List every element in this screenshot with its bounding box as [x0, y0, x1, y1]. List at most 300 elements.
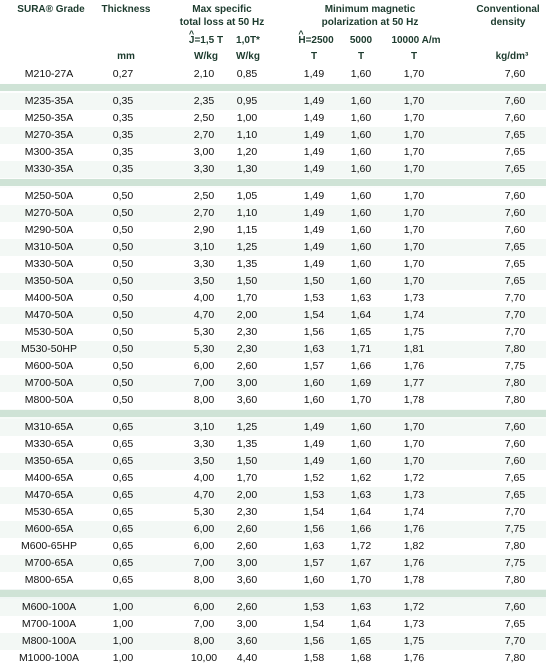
cell-polar-5000: 1,65	[350, 635, 372, 647]
cell-polar-5000: 1,60	[350, 438, 372, 450]
cell-polar-10000: 1,70	[403, 146, 425, 158]
cell-polar-2500: 1,63	[303, 540, 325, 552]
cell-loss-15t: 3,50	[193, 455, 215, 467]
cell-loss-10t: 1,10	[236, 129, 258, 141]
cell-density: 7,75	[504, 523, 526, 535]
cell-grade: M350-65A	[24, 455, 74, 467]
cell-polar-2500: 1,60	[303, 377, 325, 389]
cell-polar-5000: 1,64	[350, 506, 372, 518]
cell-loss-15t: 7,00	[193, 557, 215, 569]
cell-density: 7,80	[504, 574, 526, 586]
cell-polar-10000: 1,78	[403, 394, 425, 406]
cell-polar-2500: 1,49	[303, 112, 325, 124]
cell-polar-2500: 1,49	[303, 207, 325, 219]
cell-thickness: 0,65	[112, 455, 134, 467]
cell-grade: M600-100A	[21, 601, 77, 613]
cell-loss-10t: 1,35	[236, 438, 258, 450]
cell-loss-10t: 3,60	[236, 394, 258, 406]
cell-polar-5000: 1,62	[350, 472, 372, 484]
cell-polar-10000: 1,76	[403, 360, 425, 372]
cell-density: 7,65	[504, 275, 526, 287]
table-row	[0, 375, 546, 392]
table-row	[0, 633, 546, 650]
cell-polar-2500: 1,49	[303, 190, 325, 202]
cell-loss-10t: 0,95	[236, 95, 258, 107]
cell-polar-10000: 1,70	[403, 438, 425, 450]
cell-thickness: 0,65	[112, 523, 134, 535]
cell-polar-10000: 1,81	[403, 343, 425, 355]
table-row	[0, 144, 546, 161]
cell-loss-15t: 6,00	[193, 360, 215, 372]
cell-thickness: 1,00	[112, 601, 134, 613]
cell-loss-10t: 1,15	[236, 224, 258, 236]
table-row	[0, 110, 546, 127]
cell-grade: M330-35A	[24, 163, 74, 175]
cell-grade: M800-100A	[21, 635, 77, 647]
cell-polar-10000: 1,70	[403, 163, 425, 175]
table-row	[0, 419, 546, 436]
cell-loss-15t: 4,00	[193, 292, 215, 304]
cell-polar-5000: 1,60	[350, 68, 372, 80]
cell-density: 7,80	[504, 394, 526, 406]
cell-polar-2500: 1,52	[303, 472, 325, 484]
cell-thickness: 0,50	[112, 343, 134, 355]
cell-density: 7,80	[504, 540, 526, 552]
cell-polar-5000: 1,60	[350, 129, 372, 141]
cell-density: 7,80	[504, 377, 526, 389]
cell-density: 7,60	[504, 68, 526, 80]
cell-polar-2500: 1,54	[303, 309, 325, 321]
cell-density: 7,65	[504, 163, 526, 175]
cell-grade: M400-50A	[24, 292, 74, 304]
cell-density: 7,70	[504, 326, 526, 338]
cell-loss-15t: 3,00	[193, 146, 215, 158]
cell-loss-10t: 4,40	[236, 652, 258, 664]
table-header	[0, 0, 546, 66]
cell-polar-2500: 1,49	[303, 163, 325, 175]
cell-grade: M530-50A	[24, 326, 74, 338]
unit-loss1: W/kg	[194, 51, 218, 62]
cell-density: 7,70	[504, 309, 526, 321]
cell-grade: M300-35A	[24, 146, 74, 158]
cell-polar-2500: 1,49	[303, 224, 325, 236]
cell-density: 7,60	[504, 438, 526, 450]
cell-loss-15t: 6,00	[193, 601, 215, 613]
cell-thickness: 0,65	[112, 472, 134, 484]
cell-loss-15t: 5,30	[193, 343, 215, 355]
cell-loss-10t: 1,50	[236, 455, 258, 467]
cell-loss-15t: 5,30	[193, 326, 215, 338]
cell-loss-15t: 4,70	[193, 489, 215, 501]
cell-polar-5000: 1,72	[350, 540, 372, 552]
cell-grade: M235-35A	[24, 95, 74, 107]
cell-thickness: 1,00	[112, 652, 134, 664]
cell-polar-5000: 1,64	[350, 618, 372, 630]
cell-grade: M700-100A	[21, 618, 77, 630]
cell-loss-10t: 2,30	[236, 343, 258, 355]
cell-polar-10000: 1,76	[403, 523, 425, 535]
cell-density: 7,70	[504, 635, 526, 647]
unit-polar3: T	[410, 51, 418, 62]
cell-loss-10t: 2,00	[236, 309, 258, 321]
cell-polar-5000: 1,60	[350, 455, 372, 467]
table-row	[0, 290, 546, 307]
cell-polar-10000: 1,72	[403, 472, 425, 484]
cell-loss-10t: 1,70	[236, 292, 258, 304]
cell-polar-2500: 1,54	[303, 506, 325, 518]
cell-loss-10t: 1,25	[236, 241, 258, 253]
cell-density: 7,60	[504, 112, 526, 124]
cell-loss-15t: 8,00	[193, 394, 215, 406]
cell-polar-5000: 1,69	[350, 377, 372, 389]
table-row	[0, 616, 546, 633]
cell-polar-10000: 1,70	[403, 129, 425, 141]
table-row	[0, 222, 546, 239]
cell-polar-5000: 1,60	[350, 163, 372, 175]
cell-loss-15t: 3,50	[193, 275, 215, 287]
cell-loss-10t: 2,60	[236, 540, 258, 552]
header-polar-10000: 10000 A/m	[391, 35, 441, 46]
cell-grade: M250-50A	[24, 190, 74, 202]
header-loss-j-symbol: ^ J	[189, 35, 195, 46]
cell-density: 7,75	[504, 360, 526, 372]
cell-thickness: 0,35	[112, 146, 134, 158]
cell-polar-10000: 1,73	[403, 292, 425, 304]
cell-density: 7,65	[504, 258, 526, 270]
group-separator	[0, 179, 546, 186]
cell-polar-2500: 1,49	[303, 129, 325, 141]
table-row	[0, 487, 546, 504]
cell-density: 7,65	[504, 618, 526, 630]
cell-polar-10000: 1,70	[403, 421, 425, 433]
cell-polar-2500: 1,54	[303, 618, 325, 630]
group-separator	[0, 84, 546, 91]
cell-density: 7,70	[504, 292, 526, 304]
unit-thickness: mm	[117, 51, 135, 62]
cell-loss-10t: 1,10	[236, 207, 258, 219]
cell-thickness: 0,65	[112, 540, 134, 552]
table-row	[0, 392, 546, 409]
cell-loss-10t: 1,00	[236, 112, 258, 124]
unit-polar1: T	[310, 51, 318, 62]
cell-polar-5000: 1,60	[350, 224, 372, 236]
cell-polar-10000: 1,70	[403, 68, 425, 80]
cell-grade: M800-65A	[24, 574, 74, 586]
cell-loss-15t: 5,30	[193, 506, 215, 518]
header-polar-line2: polarization at 50 Hz	[321, 17, 419, 28]
cell-loss-10t: 1,35	[236, 258, 258, 270]
cell-density: 7,60	[504, 95, 526, 107]
cell-polar-2500: 1,50	[303, 275, 325, 287]
cell-thickness: 0,50	[112, 292, 134, 304]
cell-thickness: 0,65	[112, 438, 134, 450]
table-row	[0, 572, 546, 589]
cell-polar-5000: 1,63	[350, 601, 372, 613]
cell-thickness: 0,50	[112, 360, 134, 372]
cell-polar-2500: 1,56	[303, 523, 325, 535]
cell-density: 7,80	[504, 652, 526, 664]
cell-thickness: 0,35	[112, 163, 134, 175]
cell-loss-15t: 4,70	[193, 309, 215, 321]
cell-loss-15t: 2,35	[193, 95, 215, 107]
table-row	[0, 521, 546, 538]
cell-grade: M1000-100A	[18, 652, 80, 664]
cell-polar-10000: 1,75	[403, 635, 425, 647]
cell-polar-5000: 1,60	[350, 275, 372, 287]
cell-polar-2500: 1,53	[303, 489, 325, 501]
cell-thickness: 0,50	[112, 275, 134, 287]
cell-polar-10000: 1,74	[403, 506, 425, 518]
cell-loss-10t: 2,60	[236, 523, 258, 535]
cell-density: 7,80	[504, 343, 526, 355]
cell-polar-10000: 1,70	[403, 455, 425, 467]
table-row	[0, 555, 546, 572]
cell-thickness: 0,50	[112, 258, 134, 270]
cell-polar-2500: 1,57	[303, 360, 325, 372]
cell-thickness: 1,00	[112, 635, 134, 647]
cell-loss-10t: 1,70	[236, 472, 258, 484]
cell-polar-2500: 1,60	[303, 574, 325, 586]
cell-loss-10t: 1,20	[236, 146, 258, 158]
cell-grade: M470-50A	[24, 309, 74, 321]
cell-polar-5000: 1,60	[350, 421, 372, 433]
cell-loss-15t: 2,70	[193, 207, 215, 219]
cell-polar-2500: 1,58	[303, 652, 325, 664]
cell-polar-10000: 1,73	[403, 618, 425, 630]
table-row	[0, 341, 546, 358]
cell-density: 7,65	[504, 472, 526, 484]
cell-polar-5000: 1,70	[350, 574, 372, 586]
cell-thickness: 0,35	[112, 129, 134, 141]
cell-grade: M400-65A	[24, 472, 74, 484]
cell-polar-10000: 1,82	[403, 540, 425, 552]
cell-grade: M210-27A	[24, 68, 74, 80]
cell-polar-10000: 1,70	[403, 190, 425, 202]
cell-loss-15t: 2,50	[193, 190, 215, 202]
header-thickness: Thickness	[101, 4, 151, 15]
header-loss-line2: total loss at 50 Hz	[179, 17, 265, 28]
header-polar-h-value: =2500	[305, 35, 334, 46]
cell-polar-2500: 1,49	[303, 421, 325, 433]
cell-thickness: 0,35	[112, 95, 134, 107]
table-row	[0, 273, 546, 290]
cell-polar-5000: 1,68	[350, 652, 372, 664]
cell-grade: M310-65A	[24, 421, 74, 433]
table-row	[0, 239, 546, 256]
cell-polar-5000: 1,67	[350, 557, 372, 569]
cell-polar-5000: 1,66	[350, 523, 372, 535]
cell-polar-2500: 1,49	[303, 438, 325, 450]
cell-grade: M600-50A	[24, 360, 74, 372]
cell-loss-10t: 3,60	[236, 574, 258, 586]
cell-density: 7,65	[504, 489, 526, 501]
header-polar-line1: Minimum magnetic	[324, 4, 416, 15]
cell-polar-10000: 1,72	[403, 601, 425, 613]
cell-loss-15t: 2,50	[193, 112, 215, 124]
unit-loss2: W/kg	[236, 51, 260, 62]
header-loss-j-value: =1,5 T	[194, 35, 224, 46]
cell-polar-10000: 1,70	[403, 275, 425, 287]
cell-thickness: 0,27	[112, 68, 134, 80]
cell-density: 7,60	[504, 207, 526, 219]
header-loss-line1: Max specific	[192, 4, 252, 15]
cell-thickness: 0,50	[112, 326, 134, 338]
cell-polar-2500: 1,49	[303, 146, 325, 158]
table-row	[0, 188, 546, 205]
cell-grade: M330-65A	[24, 438, 74, 450]
cell-thickness: 0,65	[112, 421, 134, 433]
cell-density: 7,65	[504, 129, 526, 141]
cell-loss-10t: 1,25	[236, 421, 258, 433]
cell-polar-2500: 1,49	[303, 95, 325, 107]
cell-grade: M270-35A	[24, 129, 74, 141]
cell-loss-10t: 2,30	[236, 326, 258, 338]
cell-loss-15t: 6,00	[193, 523, 215, 535]
table-row	[0, 650, 546, 667]
cell-polar-5000: 1,70	[350, 394, 372, 406]
cell-grade: M470-65A	[24, 489, 74, 501]
cell-polar-5000: 1,63	[350, 292, 372, 304]
cell-polar-5000: 1,66	[350, 360, 372, 372]
table-row	[0, 358, 546, 375]
table-row	[0, 470, 546, 487]
cell-polar-5000: 1,60	[350, 112, 372, 124]
cell-thickness: 0,50	[112, 190, 134, 202]
group-separator	[0, 590, 546, 597]
cell-loss-10t: 3,00	[236, 557, 258, 569]
cell-grade: M600-65A	[24, 523, 74, 535]
cell-polar-5000: 1,64	[350, 309, 372, 321]
cell-loss-15t: 3,30	[193, 438, 215, 450]
cell-grade: M350-50A	[24, 275, 74, 287]
cell-density: 7,60	[504, 224, 526, 236]
header-loss-j-15	[183, 35, 229, 47]
cell-grade: M290-50A	[24, 224, 74, 236]
cell-polar-2500: 1,49	[303, 241, 325, 253]
table-row	[0, 538, 546, 555]
cell-grade: M330-50A	[24, 258, 74, 270]
cell-thickness: 0,50	[112, 241, 134, 253]
unit-density: kg/dm³	[495, 51, 529, 62]
cell-polar-10000: 1,70	[403, 95, 425, 107]
cell-polar-10000: 1,76	[403, 652, 425, 664]
cell-loss-10t: 3,00	[236, 377, 258, 389]
cell-thickness: 0,50	[112, 207, 134, 219]
table-row	[0, 324, 546, 341]
table-row	[0, 205, 546, 222]
table-row	[0, 436, 546, 453]
cell-density: 7,65	[504, 241, 526, 253]
cell-grade: M700-65A	[24, 557, 74, 569]
table-row	[0, 453, 546, 470]
cell-loss-10t: 2,00	[236, 489, 258, 501]
cell-thickness: 0,65	[112, 574, 134, 586]
cell-loss-15t: 3,10	[193, 421, 215, 433]
cell-polar-10000: 1,70	[403, 112, 425, 124]
cell-loss-15t: 7,00	[193, 377, 215, 389]
cell-loss-15t: 3,30	[193, 258, 215, 270]
header-polar-2500	[296, 35, 336, 47]
table-row	[0, 256, 546, 273]
cell-polar-10000: 1,77	[403, 377, 425, 389]
cell-polar-2500: 1,49	[303, 455, 325, 467]
cell-grade: M270-50A	[24, 207, 74, 219]
cell-loss-15t: 7,00	[193, 618, 215, 630]
cell-density: 7,60	[504, 190, 526, 202]
cell-polar-2500: 1,53	[303, 292, 325, 304]
cell-loss-15t: 2,70	[193, 129, 215, 141]
cell-polar-5000: 1,60	[350, 207, 372, 219]
cell-polar-2500: 1,49	[303, 68, 325, 80]
cell-loss-15t: 3,10	[193, 241, 215, 253]
cell-loss-15t: 3,30	[193, 163, 215, 175]
cell-polar-2500: 1,56	[303, 326, 325, 338]
cell-polar-2500: 1,49	[303, 258, 325, 270]
cell-polar-5000: 1,60	[350, 241, 372, 253]
cell-loss-10t: 1,50	[236, 275, 258, 287]
cell-thickness: 0,50	[112, 224, 134, 236]
cell-grade: M600-65HP	[20, 540, 78, 552]
cell-polar-10000: 1,73	[403, 489, 425, 501]
cell-thickness: 0,65	[112, 557, 134, 569]
cell-grade: M250-35A	[24, 112, 74, 124]
cell-polar-5000: 1,71	[350, 343, 372, 355]
header-loss-10t: 1,0T*	[236, 35, 260, 46]
cell-loss-15t: 4,00	[193, 472, 215, 484]
cell-polar-10000: 1,70	[403, 241, 425, 253]
cell-polar-5000: 1,63	[350, 489, 372, 501]
cell-thickness: 1,00	[112, 618, 134, 630]
cell-polar-10000: 1,70	[403, 207, 425, 219]
cell-polar-2500: 1,57	[303, 557, 325, 569]
cell-polar-5000: 1,60	[350, 146, 372, 158]
cell-loss-10t: 1,30	[236, 163, 258, 175]
cell-density: 7,60	[504, 601, 526, 613]
cell-polar-2500: 1,60	[303, 394, 325, 406]
cell-loss-10t: 2,60	[236, 360, 258, 372]
header-polar-h-symbol: ^ H	[298, 35, 305, 46]
group-separator	[0, 410, 546, 417]
cell-loss-10t: 2,60	[236, 601, 258, 613]
cell-polar-5000: 1,60	[350, 95, 372, 107]
cell-polar-10000: 1,76	[403, 557, 425, 569]
cell-loss-10t: 1,05	[236, 190, 258, 202]
table-row	[0, 599, 546, 616]
cell-loss-15t: 8,00	[193, 574, 215, 586]
cell-density: 7,70	[504, 506, 526, 518]
cell-polar-5000: 1,65	[350, 326, 372, 338]
cell-loss-10t: 0,85	[236, 68, 258, 80]
cell-loss-15t: 2,10	[193, 68, 215, 80]
cell-loss-10t: 3,60	[236, 635, 258, 647]
cell-loss-15t: 8,00	[193, 635, 215, 647]
cell-thickness: 0,50	[112, 377, 134, 389]
table-row	[0, 93, 546, 110]
header-polar-5000: 5000	[349, 35, 373, 46]
cell-polar-10000: 1,75	[403, 326, 425, 338]
cell-density: 7,60	[504, 421, 526, 433]
cell-polar-10000: 1,70	[403, 258, 425, 270]
cell-loss-10t: 2,30	[236, 506, 258, 518]
table-row	[0, 307, 546, 324]
cell-loss-10t: 3,00	[236, 618, 258, 630]
header-grade: SURA® Grade	[17, 4, 85, 15]
cell-loss-15t: 6,00	[193, 540, 215, 552]
table-row	[0, 127, 546, 144]
header-density-line2: density	[490, 17, 526, 28]
cell-polar-5000: 1,60	[350, 190, 372, 202]
cell-polar-2500: 1,56	[303, 635, 325, 647]
